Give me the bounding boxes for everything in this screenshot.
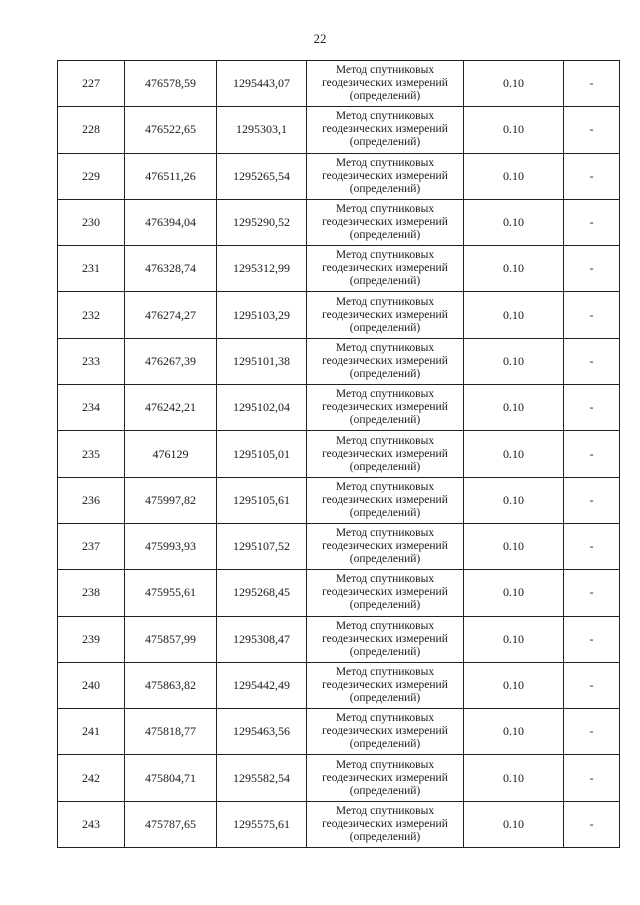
point-number-cell: 233 xyxy=(58,338,125,384)
method-line: геодезических измерений xyxy=(322,817,448,830)
note-cell: - xyxy=(564,662,620,708)
method-line: (определений) xyxy=(349,506,421,519)
point-number-cell: 235 xyxy=(58,431,125,477)
x-coordinate-cell: 476328,74 xyxy=(125,246,217,292)
y-coordinate-cell: 1295463,56 xyxy=(217,709,307,755)
x-coordinate-cell: 475955,61 xyxy=(125,570,217,616)
note-cell: - xyxy=(564,246,620,292)
y-coordinate-cell: 1295303,1 xyxy=(217,107,307,153)
method-cell xyxy=(307,431,464,477)
method-line: Метод спутниковых xyxy=(335,64,435,77)
method-line: геодезических измерений xyxy=(322,401,448,414)
method-line: (определений) xyxy=(349,321,421,334)
coordinates-table xyxy=(57,60,620,848)
method-line: геодезических измерений xyxy=(322,123,448,136)
point-number-cell: 237 xyxy=(58,523,125,569)
note-cell: - xyxy=(564,477,620,523)
method-line: Метод спутниковых xyxy=(335,434,435,447)
note-cell: - xyxy=(564,616,620,662)
method-line: (определений) xyxy=(349,692,421,704)
method-line: Метод спутниковых xyxy=(335,758,435,771)
method-line: геодезических измерений xyxy=(322,493,448,506)
table-row xyxy=(58,709,620,755)
x-coordinate-cell: 475818,77 xyxy=(125,709,217,755)
table-row xyxy=(58,338,620,384)
accuracy-cell: 0.10 xyxy=(464,431,564,477)
point-number-cell: 231 xyxy=(58,246,125,292)
note-cell: - xyxy=(564,431,620,477)
x-coordinate-cell: 475804,71 xyxy=(125,755,217,801)
point-number-cell: 230 xyxy=(58,199,125,245)
method-cell xyxy=(307,477,464,523)
method-line: геодезических измерений xyxy=(322,771,448,784)
x-coordinate-cell: 475857,99 xyxy=(125,616,217,662)
method-cell xyxy=(307,616,464,662)
method-cell xyxy=(307,385,464,431)
accuracy-cell: 0.10 xyxy=(464,385,564,431)
method-cell xyxy=(307,107,464,153)
x-coordinate-cell: 476511,26 xyxy=(125,153,217,199)
table-row xyxy=(58,662,620,708)
method-line: (определений) xyxy=(349,367,421,380)
table-row xyxy=(58,755,620,801)
y-coordinate-cell: 1295575,61 xyxy=(217,801,307,847)
point-number-cell: 243 xyxy=(58,801,125,847)
method-line: (определений) xyxy=(349,738,421,751)
accuracy-cell: 0.10 xyxy=(464,246,564,292)
x-coordinate-cell: 476267,39 xyxy=(125,338,217,384)
x-coordinate-cell: 476242,21 xyxy=(125,385,217,431)
note-cell: - xyxy=(564,61,620,107)
table-row xyxy=(58,292,620,338)
method-line: геодезических измерений xyxy=(322,262,448,275)
point-number-cell: 241 xyxy=(58,709,125,755)
method-line: геодезических измерений xyxy=(322,169,448,182)
note-cell: - xyxy=(564,570,620,616)
method-cell xyxy=(307,709,464,755)
note-cell: - xyxy=(564,523,620,569)
y-coordinate-cell: 1295582,54 xyxy=(217,755,307,801)
table-row xyxy=(58,477,620,523)
method-cell xyxy=(307,570,464,616)
method-line: геодезических измерений xyxy=(322,77,448,90)
accuracy-cell: 0.10 xyxy=(464,523,564,569)
method-line: (определений) xyxy=(349,553,421,566)
y-coordinate-cell: 1295290,52 xyxy=(217,199,307,245)
method-cell xyxy=(307,61,464,107)
x-coordinate-cell: 476274,27 xyxy=(125,292,217,338)
x-coordinate-cell: 476578,59 xyxy=(125,61,217,107)
method-line: Метод спутниковых xyxy=(335,295,435,308)
method-line: Метод спутниковых xyxy=(335,573,435,586)
accuracy-cell: 0.10 xyxy=(464,61,564,107)
note-cell: - xyxy=(564,709,620,755)
y-coordinate-cell: 1295442,49 xyxy=(217,662,307,708)
point-number-cell: 242 xyxy=(58,755,125,801)
note-cell: - xyxy=(564,107,620,153)
method-line: Метод спутниковых xyxy=(335,249,435,262)
x-coordinate-cell: 476522,65 xyxy=(125,107,217,153)
method-line: (определений) xyxy=(349,275,421,288)
y-coordinate-cell: 1295312,99 xyxy=(217,246,307,292)
table-row xyxy=(58,616,620,662)
method-line: Метод спутниковых xyxy=(335,341,435,354)
point-number-cell: 232 xyxy=(58,292,125,338)
method-line: (определений) xyxy=(349,182,421,195)
method-line: геодезических измерений xyxy=(322,540,448,553)
method-line: геодезических измерений xyxy=(322,447,448,460)
method-line: геодезических измерений xyxy=(322,308,448,321)
page-number: 22 xyxy=(313,31,327,46)
method-line: Метод спутниковых xyxy=(335,804,435,817)
method-line: (определений) xyxy=(349,830,421,843)
table-row xyxy=(58,61,620,107)
method-line: Метод спутниковых xyxy=(335,619,435,632)
accuracy-cell: 0.10 xyxy=(464,477,564,523)
y-coordinate-cell: 1295103,29 xyxy=(217,292,307,338)
method-line: (определений) xyxy=(349,90,421,103)
y-coordinate-cell: 1295101,38 xyxy=(217,338,307,384)
x-coordinate-cell: 475993,93 xyxy=(125,523,217,569)
point-number-cell: 240 xyxy=(58,662,125,708)
method-cell xyxy=(307,153,464,199)
point-number-cell: 234 xyxy=(58,385,125,431)
x-coordinate-cell: 476394,04 xyxy=(125,199,217,245)
accuracy-cell: 0.10 xyxy=(464,616,564,662)
accuracy-cell: 0.10 xyxy=(464,570,564,616)
method-cell xyxy=(307,338,464,384)
table-row xyxy=(58,153,620,199)
method-line: геодезических измерений xyxy=(322,354,448,367)
method-line: (определений) xyxy=(349,599,421,612)
x-coordinate-cell: 476129 xyxy=(125,431,217,477)
table-row xyxy=(58,199,620,245)
accuracy-cell: 0.10 xyxy=(464,755,564,801)
method-line: геодезических измерений xyxy=(322,679,448,691)
accuracy-cell: 0.10 xyxy=(464,709,564,755)
method-line: Метод спутниковых xyxy=(335,110,435,123)
note-cell: - xyxy=(564,199,620,245)
method-line: Метод спутниковых xyxy=(335,527,435,540)
accuracy-cell: 0.10 xyxy=(464,292,564,338)
point-number-cell: 229 xyxy=(58,153,125,199)
y-coordinate-cell: 1295265,54 xyxy=(217,153,307,199)
accuracy-cell: 0.10 xyxy=(464,153,564,199)
table-row xyxy=(58,801,620,847)
method-line: (определений) xyxy=(349,645,421,658)
method-line: Метод спутниковых xyxy=(335,156,435,169)
method-line: геодезических измерений xyxy=(322,632,448,645)
table-row xyxy=(58,431,620,477)
coordinates-table-body xyxy=(58,61,620,848)
method-line: (определений) xyxy=(349,414,421,427)
y-coordinate-cell: 1295308,47 xyxy=(217,616,307,662)
method-cell xyxy=(307,292,464,338)
accuracy-cell: 0.10 xyxy=(464,199,564,245)
accuracy-cell: 0.10 xyxy=(464,662,564,708)
method-line: геодезических измерений xyxy=(322,216,448,229)
method-cell xyxy=(307,662,464,708)
note-cell: - xyxy=(564,338,620,384)
point-number-cell: 227 xyxy=(58,61,125,107)
table-row xyxy=(58,107,620,153)
x-coordinate-cell: 475787,65 xyxy=(125,801,217,847)
method-line: (определений) xyxy=(349,460,421,473)
method-cell xyxy=(307,755,464,801)
point-number-cell: 239 xyxy=(58,616,125,662)
y-coordinate-cell: 1295105,01 xyxy=(217,431,307,477)
method-line: (определений) xyxy=(349,784,421,797)
note-cell: - xyxy=(564,292,620,338)
table-row xyxy=(58,570,620,616)
method-cell xyxy=(307,199,464,245)
y-coordinate-cell: 1295443,07 xyxy=(217,61,307,107)
accuracy-cell: 0.10 xyxy=(464,107,564,153)
y-coordinate-cell: 1295105,61 xyxy=(217,477,307,523)
y-coordinate-cell: 1295102,04 xyxy=(217,385,307,431)
method-line: Метод спутниковых xyxy=(335,480,435,493)
method-line: Метод спутниковых xyxy=(335,388,435,401)
note-cell: - xyxy=(564,755,620,801)
x-coordinate-cell: 475863,82 xyxy=(125,662,217,708)
note-cell: - xyxy=(564,801,620,847)
method-cell xyxy=(307,801,464,847)
point-number-cell: 238 xyxy=(58,570,125,616)
note-cell: - xyxy=(564,153,620,199)
method-line: Метод спутниковых xyxy=(335,203,435,216)
y-coordinate-cell: 1295107,52 xyxy=(217,523,307,569)
point-number-cell: 236 xyxy=(58,477,125,523)
method-line: (определений) xyxy=(349,229,421,242)
table-row xyxy=(58,385,620,431)
method-cell xyxy=(307,523,464,569)
table-row xyxy=(58,246,620,292)
point-number-cell: 228 xyxy=(58,107,125,153)
note-cell: - xyxy=(564,385,620,431)
method-line: Метод спутниковых xyxy=(335,666,435,678)
y-coordinate-cell: 1295268,45 xyxy=(217,570,307,616)
x-coordinate-cell: 475997,82 xyxy=(125,477,217,523)
accuracy-cell: 0.10 xyxy=(464,338,564,384)
accuracy-cell: 0.10 xyxy=(464,801,564,847)
method-line: геодезических измерений xyxy=(322,725,448,738)
table-row xyxy=(58,523,620,569)
method-line: Метод спутниковых xyxy=(335,712,435,725)
method-cell xyxy=(307,246,464,292)
method-line: (определений) xyxy=(349,136,421,149)
method-line: геодезических измерений xyxy=(322,586,448,599)
